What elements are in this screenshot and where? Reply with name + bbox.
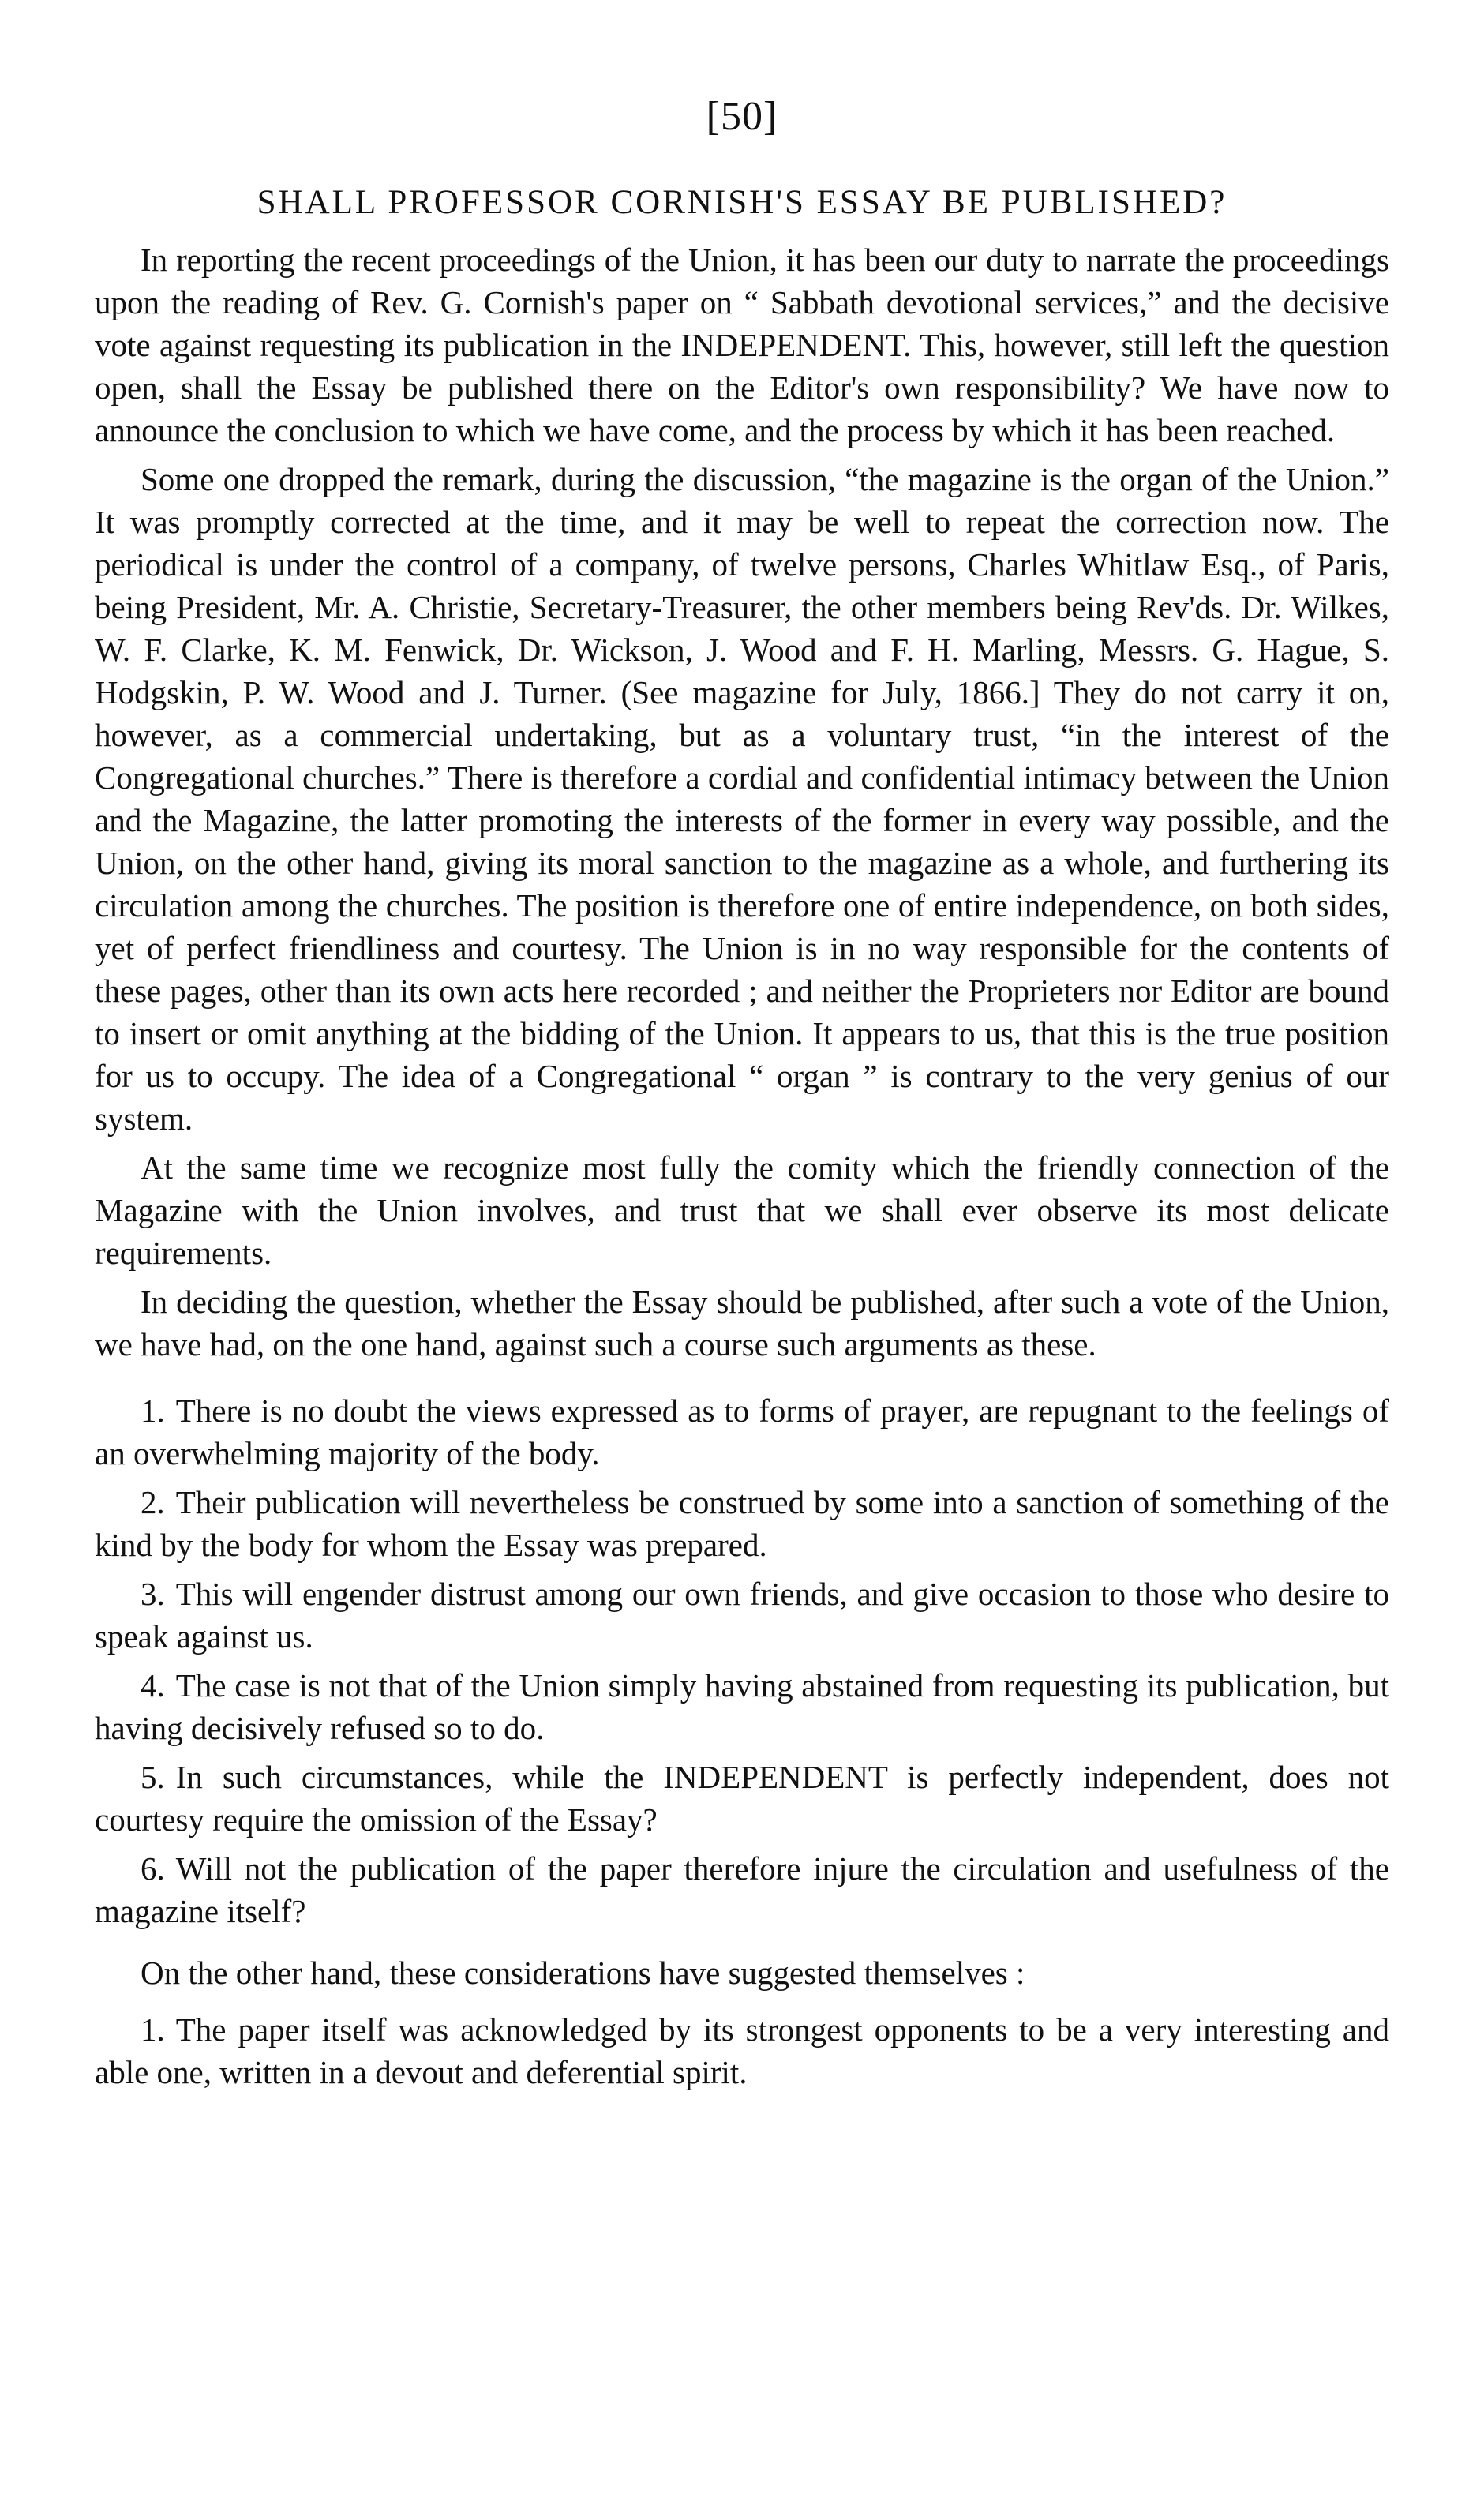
item-text: In such circumstances, while the INDEPENDENT is perfectly independent, does not courtesy require the omission of the Essay?	[95, 1759, 1389, 1838]
item-text: Will not the publication of the paper therefore injure the circulation and usefulness of the magazine itself?	[95, 1850, 1389, 1929]
page-number: [50]	[706, 94, 778, 139]
item-number: 1.	[141, 2011, 165, 2048]
transition-paragraph: On the other hand, these considerations have suggested themselves :	[141, 1955, 1025, 1991]
item-number: 2.	[141, 1484, 165, 1520]
list-item	[95, 2008, 1389, 2093]
paragraph: In deciding the question, whether the Essay should be published, after such a vote of the Union, we have had, on the one hand, against such a course such arguments as these.	[95, 1284, 1389, 1362]
item-number: 6.	[141, 1850, 165, 1887]
item-number: 4.	[141, 1667, 165, 1704]
article-title: SHALL PROFESSOR CORNISH'S ESSAY BE PUBLISHED?	[257, 184, 1227, 221]
paragraph: In reporting the recent proceedings of the Union, it has been our duty to narrate the proceedings upon the reading of Rev. G. Cornish's paper on “ Sabbath devotional services,” and the decisive vote against requesting its publication in the INDEPENDENT. This, however, still left the question open, shall the Essay be published there on the Editor's own responsibility? We have now to announce the conclusion to which we have come, and the process by which it has been reached.	[95, 242, 1389, 448]
list-item	[95, 1664, 1389, 1749]
list-item	[95, 1572, 1389, 1658]
item-text: This will engender distrust among our own friends, and give occasion to those who desire to speak against us.	[95, 1576, 1389, 1655]
item-text: There is no doubt the views expressed as to forms of prayer, are repugnant to the feelings of an overwhelming majority of the body.	[95, 1392, 1389, 1471]
list-item	[95, 1481, 1389, 1566]
paragraph: Some one dropped the remark, during the discussion, “the magazine is the organ of the Union.” It was promptly corrected at the time, and it may be well to repeat the correction now. The periodical is under the control of a company, of twelve persons, Charles Whitlaw Esq., of Paris, being President, Mr. A. Christie, Secretary-Treasurer, the other members being Rev'ds. Dr. Wilkes, W. F. Clarke, K. M. Fenwick, Dr. Wickson, J. Wood and F. H. Marling, Messrs. G. Hague, S. Hodgskin, P. W. Wood and J. Turner. (See magazine for July, 1866.] They do not carry it on, however, as a commercial undertaking, but as a voluntary trust, “in the interest of the Congregational churches.” There is therefore a cordial and confidential intimacy between the Union and the Magazine, the latter promoting the interests of the former in every way possible, and the Union, on the other hand, giving its moral sanction to the magazine as a whole, and furthering its circulation among the churches. The position is therefore one of entire independence, on both sides, yet of perfect friendliness and courtesy. The Union is in no way responsible for the contents of these pages, other than its own acts here recorded ; and neither the Proprieters nor Editor are bound to insert or omit anything at the bidding of the Union. It appears to us, that this is the true position for us to occupy. The idea of a Congregational “ organ ” is contrary to the very genius of our system.	[95, 461, 1389, 1137]
item-text: The paper itself was acknowledged by its strongest opponents to be a very interesting and able one, written in a devout and deferential spirit.	[95, 2011, 1389, 2090]
article-body	[95, 238, 1389, 2112]
paragraph: At the same time we recognize most fully the comity which the friendly connection of the Magazine with the Union involves, and trust that we shall ever observe its most delicate requirements.	[95, 1149, 1389, 1271]
item-number: 1.	[141, 1392, 165, 1429]
list-item	[95, 1847, 1389, 1932]
arguments-against-list	[95, 1389, 1389, 1932]
item-text: The case is not that of the Union simply having abstained from requesting its publication, but having decisively refused so to do.	[95, 1667, 1389, 1746]
arguments-for-list	[95, 2008, 1389, 2093]
list-item	[95, 1756, 1389, 1841]
item-text: Their publication will nevertheless be construed by some into a sanction of something of the kind by the body for whom the Essay was prepared.	[95, 1484, 1389, 1563]
item-number: 5.	[141, 1759, 165, 1795]
item-number: 3.	[141, 1576, 165, 1612]
list-item	[95, 1389, 1389, 1475]
